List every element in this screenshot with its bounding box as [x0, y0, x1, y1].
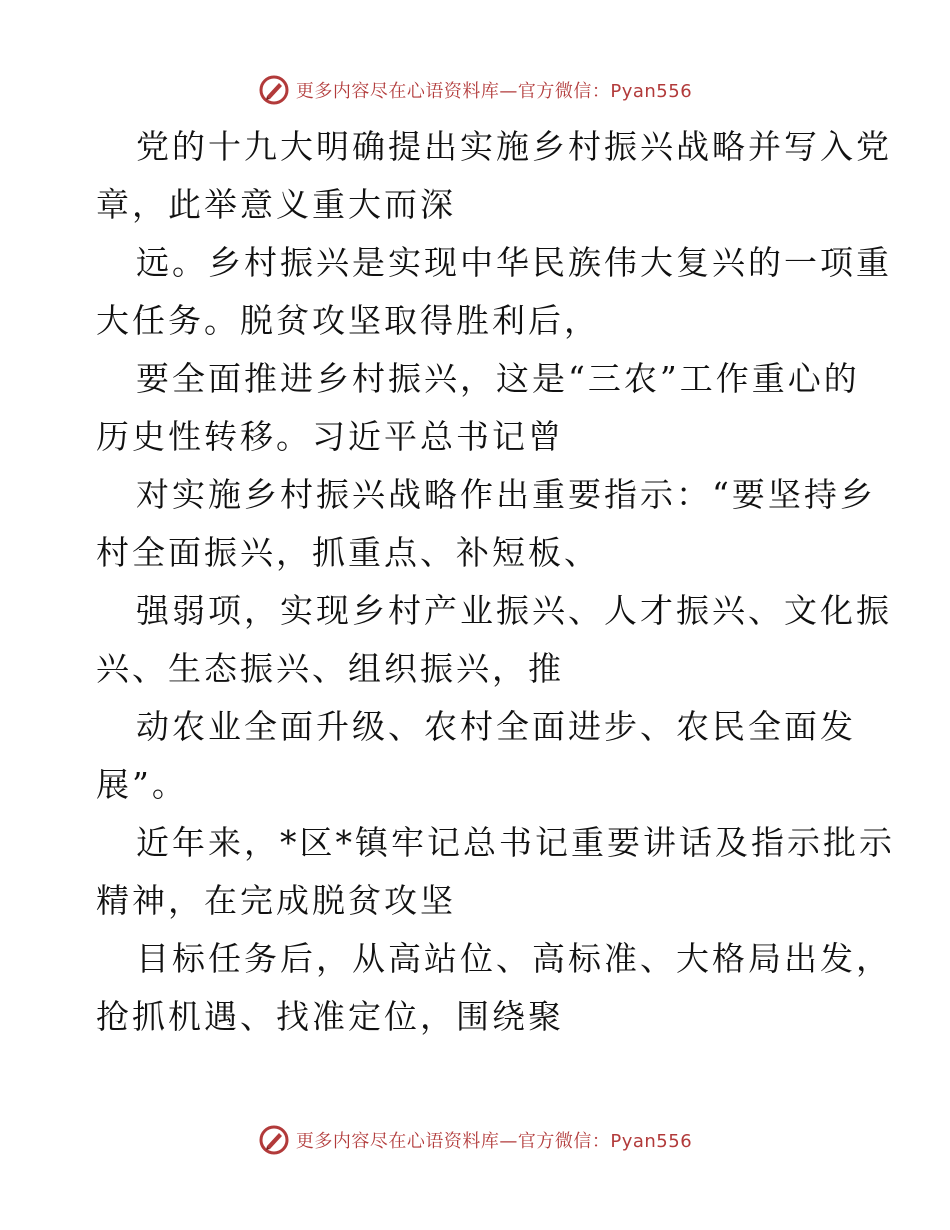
red-pen-circle-logo-icon — [258, 74, 290, 106]
header-watermark-banner — [0, 70, 950, 110]
red-pen-circle-logo-icon — [258, 1124, 290, 1156]
body-line: 精神，在完成脱贫攻坚 — [96, 881, 456, 920]
body-line: 对实施乡村振兴战略作出重要指示：“要坚持乡 — [136, 475, 876, 514]
body-line: 动农业全面升级、农村全面进步、农民全面发 — [136, 707, 856, 746]
body-line: 章，此举意义重大而深 — [96, 185, 456, 224]
body-line: 要全面推进乡村振兴，这是“三农”工作重心的 — [136, 359, 860, 398]
body-line: 历史性转移。习近平总书记曾 — [96, 417, 564, 456]
body-line: 远。乡村振兴是实现中华民族伟大复兴的一项重 — [136, 243, 892, 282]
body-line: 村全面振兴，抓重点、补短板、 — [96, 533, 600, 572]
body-line: 党的十九大明确提出实施乡村振兴战略并写入党 — [136, 127, 892, 166]
body-line: 目标任务后，从高站位、高标准、大格局出发， — [136, 939, 892, 978]
footer-watermark-banner — [0, 1120, 950, 1160]
body-line: 强弱项，实现乡村产业振兴、人才振兴、文化振 — [136, 591, 892, 630]
header-banner-text: 更多内容尽在心语资料库—官方微信：Pyan556 — [295, 81, 693, 102]
body-line: 抢抓机遇、找准定位，围绕聚 — [96, 997, 564, 1036]
body-line: 大任务。脱贫攻坚取得胜利后， — [96, 301, 600, 340]
body-line: 兴、生态振兴、组织振兴，推 — [96, 649, 564, 688]
body-line: 展”。 — [96, 765, 188, 804]
body-line: 近年来，*区*镇牢记总书记重要讲话及指示批示 — [136, 823, 895, 862]
document-body — [96, 118, 895, 1046]
footer-banner-text: 更多内容尽在心语资料库—官方微信：Pyan556 — [295, 1131, 693, 1152]
